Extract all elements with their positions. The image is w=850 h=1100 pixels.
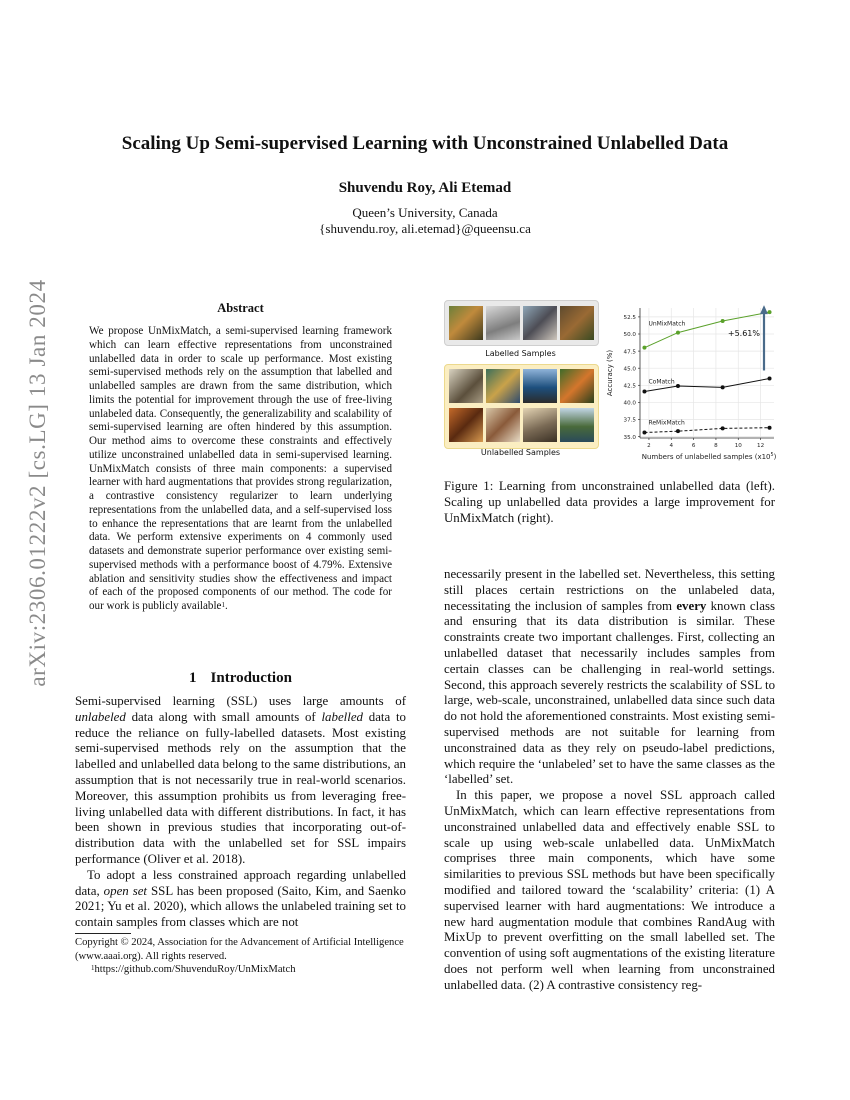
email: {shuvendu.roy, ali.etemad}@queensu.ca <box>319 221 531 236</box>
series-label-unmixmatch: UnMixMatch <box>648 320 686 328</box>
x-tick-label: 6 <box>691 443 696 449</box>
affiliation: Queen’s University, Canada <box>352 205 498 220</box>
abstract-heading: Abstract <box>217 301 264 315</box>
labelled-image-horse <box>486 306 520 340</box>
x-tick-label: 2 <box>647 443 651 449</box>
x-tick-label: 4 <box>669 443 674 449</box>
series-label-remixmatch: ReMixMatch <box>648 419 685 427</box>
x-axis-label-sup: 5 <box>770 453 774 458</box>
x-tick-label: 10 <box>734 443 742 449</box>
x-axis-label-main: Numbers of unlabelled samples (x10 <box>641 453 771 461</box>
series-line-remixmatch <box>645 428 770 433</box>
footnote-1: $^1$https://github.com/ShuvenduRoy/UnMixMatch <box>91 964 296 975</box>
unlabelled-image-7 <box>523 408 557 442</box>
x-axis-label <box>642 452 777 461</box>
data-point-comatch <box>642 389 646 393</box>
section-title: Introduction <box>210 670 292 686</box>
labelled-image-dog <box>523 306 557 340</box>
unlabelled-image-1 <box>449 369 483 403</box>
footnote-rule <box>75 933 131 934</box>
data-point-unmixmatch <box>721 319 725 323</box>
copyright-notice: Copyright © 2024, Association for the Advancement of Artificial Intelligence (www.aaai.org). All rights reserved. <box>75 937 404 962</box>
data-point-remixmatch <box>721 426 725 430</box>
series-label-comatch: CoMatch <box>648 378 675 386</box>
section-number: 1 <box>189 670 197 686</box>
figure-1-caption: Figure 1: Learning from unconstrained unlabelled data (left). Scaling up unlabelled data provides a large improvement for UnMixMatch (right). <box>444 479 775 525</box>
data-point-comatch <box>676 384 680 388</box>
y-tick-label: 35.0 <box>623 434 636 441</box>
unlabelled-image-3 <box>523 369 557 403</box>
improvement-arrow-head <box>760 305 768 314</box>
code-link[interactable]: https://github.com/ShuvenduRoy/UnMixMatch <box>94 964 296 975</box>
data-point-unmixmatch <box>768 310 772 314</box>
intro-paragraph-1: Semi-supervised learning (SSL) uses large amounts of unlabeled data along with small amounts of labelled data to reduce the reliance on fully-labelled datasets. Most existing semi-supervised methods rely on the assumption that the labelled and unlabelled data belong to the same distributions, an assumption that is not necessarily true in real-world scenarios. Moreover, this assumption prohibits us from leveraging free-living unlabelled data with different distributions. In fact, it has been shown in previous studies that incorporating out-of-distribution data with the unlabelled set for SSL impairs performance (Oliver et al. 2018). <box>75 694 406 866</box>
data-point-remixmatch <box>676 429 680 433</box>
y-tick-label: 47.5 <box>623 349 636 356</box>
unlabelled-image-8 <box>560 408 594 442</box>
unlabelled-image-5 <box>449 408 483 442</box>
data-point-unmixmatch <box>642 346 646 350</box>
x-axis-label-end: ) <box>773 453 777 461</box>
x-tick-label: 8 <box>714 443 718 449</box>
left-column-body <box>75 694 406 931</box>
section-heading-introduction <box>75 670 406 687</box>
unlabelled-image-6 <box>486 408 520 442</box>
unlabelled-samples-label: Unlabelled Samples <box>480 448 561 457</box>
accuracy-chart <box>602 296 780 466</box>
y-tick-label: 40.0 <box>623 400 636 407</box>
x-tick-label: 12 <box>757 443 765 449</box>
data-point-comatch <box>768 376 772 380</box>
y-tick-label: 50.0 <box>623 332 636 339</box>
arxiv-id: arXiv:2306.01222v2 [cs.LG] 13 Jan 2024 <box>25 279 50 687</box>
y-tick-label: 45.0 <box>623 366 636 373</box>
abstract-text: We propose UnMixMatch, a semi-supervised learning framework which can learn effective representations from unconstrained unlabelled data in order to scale up performance. Most existing semi-supervised methods rely on the assumption that labelled and unlabelled samples are drawn from the same distribution, which limits the potential for improvement through the use of free-living unlabeled data. Consequently, the generalizability and scalability of semi-supervised learning are often hindered by this assumption. Our method aims to overcome these constraints and effectively utilize unconstrained unlabelled data in semi-supervised learning. UnMixMatch consists of three main components: a supervised learner with hard augmentations that provides strong regularization, a contrastive consistency regularizer to learn underlying representations from the unlabelled data, and a self-supervised loss to enhance the representations that are learnt from the unlabelled data. We perform extensive experiments on 4 commonly used datasets and demonstrate superior performance over existing semi-supervised methods with a performance boost of 4.79%. Extensive ablation and sensitivity studies show the effectiveness and impact of each of the proposed components of our method. The code for our work is publicly available <box>89 325 392 612</box>
footnotes <box>75 936 406 977</box>
y-axis-label: Accuracy (%) <box>606 349 614 397</box>
unlabelled-image-2 <box>486 369 520 403</box>
y-tick-label: 52.5 <box>623 315 636 322</box>
y-tick-label: 37.5 <box>623 417 636 424</box>
paper-title: Scaling Up Semi-supervised Learning with Unconstrained Unlabelled Data <box>121 133 729 154</box>
arxiv-sidebar <box>22 279 54 687</box>
improvement-annotation: +5.61% <box>727 329 760 339</box>
data-point-remixmatch <box>768 426 772 430</box>
labelled-image-bird <box>449 306 483 340</box>
unlabelled-image-4 <box>560 369 594 403</box>
y-tick-label: 42.5 <box>623 383 636 390</box>
affiliation-block <box>0 205 850 237</box>
abstract-body: We propose UnMixMatch, a semi-supervised learning framework which can learn effective representations from unconstrained unlabelled data in order to scale up performance. Most existing semi-supervised methods rely on the assumption that labelled and unlabelled samples are drawn from the same distribution, which limits the potential for improvement through the use of free-living unlabeled data. Consequently, the generalizability and scalability of semi-supervised learning are often hindered by this assumption. Our method aims to overcome these constraints and effectively utilize unconstrained unlabelled data in semi-supervised learning. UnMixMatch consists of three main components: a supervised learner with hard augmentations that provides strong regularization, a contrastive consistency regularizer to learn underlying representations from the unlabelled data, and a self-supervised loss to enhance the representations that are learnt from the unlabelled data. We perform extensive experiments on 4 commonly used datasets and demonstrate superior performance over existing semi-supervised methods with a performance boost of 4.79%. Extensive ablation and sensitivity studies show the effectiveness and impact of each of the proposed components of our method. The code for our work is publicly available$^1$. <box>89 325 392 612</box>
labelled-image-deer <box>560 306 594 340</box>
intro-paragraph-2: To adopt a less constrained approach regarding unlabelled data, open set SSL has been proposed (Saito, Kim, and Saenko 2021; Yu et al. 2020), which allows the unlabeled training set to contain samples from classes which are not <box>75 867 406 930</box>
labelled-samples-label: Labelled Samples <box>485 349 556 358</box>
paper-authors: Shuvendu Roy, Ali Etemad <box>338 180 512 196</box>
intro-paragraph-4: In this paper, we propose a novel SSL approach called UnMixMatch, which can learn effective representations from unconstrained unlabelled data and effectively enable SSL to scale up using web-scale unlabelled data. UnMixMatch comprises three main components, which have some similarities to previous SSL methods but have been specifically modified and tailored toward the ‘scalability’ criteria: (1) A supervised learner with hard augmentations: We introduce a new hard augmentation module that combines RandAug with MixUp to prevent overfitting on the small labelled set. The convention of using soft augmentations of the existing literature does not perform well when learning from unconstrained unlabelled data. (2) A contrastive consistency reg- <box>444 788 775 992</box>
labelled-panel <box>444 300 599 346</box>
abstract-footnote-mark: 1 <box>221 601 225 609</box>
unlabelled-panel <box>444 364 599 449</box>
data-point-unmixmatch <box>676 331 680 335</box>
right-column-body <box>444 567 775 994</box>
figure-1 <box>440 296 780 466</box>
data-point-remixmatch <box>642 431 646 435</box>
intro-paragraph-3: necessarily present in the labelled set. Nevertheless, this setting still places certain restrictions on the unlabeled data, necessitating the inclusion of samples from every known class and ensuring that its data distribution is similar. These constraints create two important challenges. First, collecting an unlabelled dataset that necessarily includes samples from certain classes can be challenging in real-world settings. Second, this approach severely restricts the scalability of SSL to large, web-scale, unconstrained, unlabelled data since such data do not hold the aforementioned constraints. Most existing semi-supervised methods are not suitable for learning from unconstrained data as they rely on pseudo-label predictions, which require the ‘unlabeled’ set to have the same classes as the ‘labelled’ set. <box>444 567 776 787</box>
data-point-comatch <box>721 385 725 389</box>
